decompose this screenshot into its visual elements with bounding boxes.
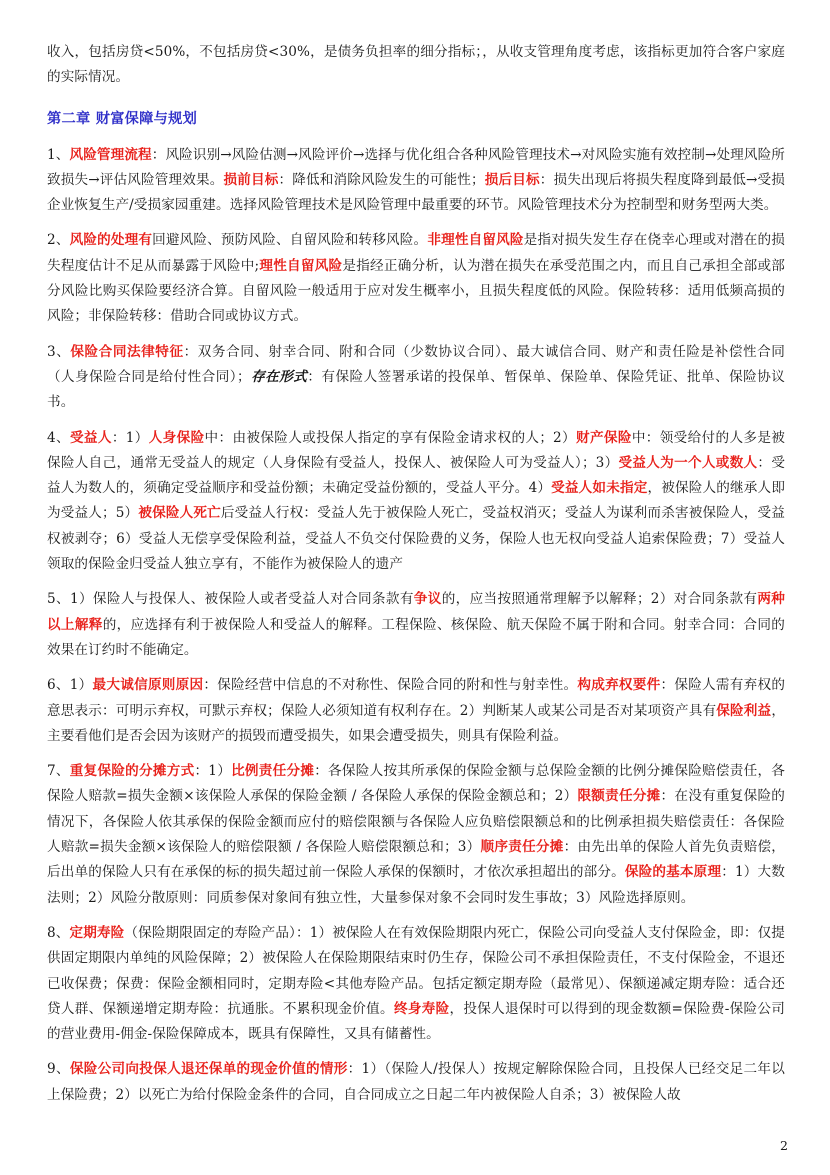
paragraph-p8 <box>47 921 785 1047</box>
p5-emphasis-1: 争议 <box>413 591 442 608</box>
p3-emphasis-1: 保险合同法律特征 <box>70 343 184 360</box>
p7-text-4: ：各保险人按其所承保的保险金额与总保险金额的比例分摊保险赔偿责任，各保险人赔款=损失金额×该保险人承保的保险金额 / 各保险人承保的保险金额总和；2） <box>47 763 785 805</box>
p9-emphasis-1: 保险公司向投保人退还保单的现金价值的情形 <box>69 1061 348 1078</box>
chapter-heading: 第二章 财富保障与规划 <box>47 110 198 127</box>
p8-emphasis-1: 定期寿险 <box>69 924 125 941</box>
p4-emphasis-9: 受益人如未指定 <box>551 480 648 497</box>
p4-text-4: 中：由被保险人或投保人指定的享有保险金请求权的人；2） <box>204 429 576 446</box>
p5-text-2: 的，应当按照通常理解予以解释；2）对合同条款有 <box>441 591 758 608</box>
p4-emphasis-3: 人身保险 <box>148 429 205 446</box>
p8-text-4: ，投保人退保时可以得到的现金数额=保险费-保险公司的营业费用-佣金-保险保障成本，既具有保障性，又具有储蓄性。 <box>47 1000 785 1043</box>
p6-emphasis-5: 保险利益 <box>716 702 772 719</box>
paragraph-p1 <box>47 143 785 219</box>
p7-text-0: 7、 <box>47 763 70 780</box>
paragraph-p5 <box>47 587 785 663</box>
p2-text-6: 是指经正确分析，认为潜在损失在承受范围之内，而且自己承担全部或部分风险比购买保险要经济合算。自留风险一般适用于应对发生概率小，且损失程度低的风险。保险转移：适用低频高损的风险；非保险转移：借助合同或协议方式。 <box>47 257 785 325</box>
p9-text-0: 9、 <box>47 1061 70 1078</box>
p3-text-4: ：有保险人签署承诺的投保单、暂保单、保险单、保险凭证、批单、保险协议书。 <box>47 368 785 411</box>
page-content <box>47 40 785 1108</box>
p1-text-4: ：降低和消除风险发生的可能性； <box>278 171 485 188</box>
p6-text-6: ，主要看他们是否会因为该财产的损毁而遭受损失，如果会遭受损失，则具有保险利益。 <box>47 702 786 744</box>
p1-emphasis-3: 损前目标 <box>223 171 279 188</box>
p4-text-0: 4、 <box>47 429 70 446</box>
p2-emphasis-5: 理性自留风险 <box>259 257 343 274</box>
intro-text-0: 收入，包括房贷<50%，不包括房贷<30%，是债务负担率的细分指标；，从收支管理角度考虑，该指标更加符合客户家庭的实际情况。 <box>47 44 785 86</box>
p3-text-0: 3、 <box>47 343 71 360</box>
p4-text-12: 后受益人行权：受益人先于被保险人死亡，受益权消灭；受益人为谋利而杀害被保险人，受益权被剥夺；6）受益人无偿享受保险利益，受益人不负交付保险费的义务，保险人也无权向受益人追索保险费；7）受益人领取的保险金归受益人独立享有，不能作为被保险人的遗产 <box>47 505 785 573</box>
p2-text-0: 2、 <box>47 232 70 249</box>
p6-text-4: ：保险人需有弃权的意思表示：可明示弃权，可默示弃权；保险人必须知道有权利存在。2）判断某人或某公司是否对某项资产具有 <box>47 677 786 719</box>
p1-text-6: ：损失出现后将损失程度降到最低→受损企业恢复生产/受损家园重建。选择风险管理技术是风险管理中最重要的环节。风险管理技术分为控制型和财务型两大类。 <box>47 171 785 214</box>
p6-text-0: 6、1） <box>47 677 93 694</box>
p7-emphasis-9: 保险的基本原理 <box>624 864 722 881</box>
p4-text-10: ，被保险人的继承人即为受益人；5） <box>47 480 786 522</box>
paragraph-p7 <box>47 759 785 911</box>
intro-paragraph <box>47 40 785 91</box>
paragraph-p4 <box>47 426 785 578</box>
p4-emphasis-7: 受益人为一个人或数人 <box>618 454 758 471</box>
p8-text-2: （保险期限固定的寿险产品）：1）被保险人在有效保险期限内死亡，保险公司向受益人支付保险金，即：仅提供固定期限内单纯的风险保障；2）被保险人在保险期限结束时仍生存，保险公司不承担保险责任，不支付保险金，不退还已收保费；保费：保险金额相同时，定期寿险<其他寿险产品。包括定额定期寿险（最常见）、保额递减定期寿险：适合还贷人群、保额递增定期寿险：抗通胀。不累积现金价值。 <box>47 924 785 1017</box>
p1-emphasis-5: 损后目标 <box>484 171 540 188</box>
p6-text-2: ：保险经营中信息的不对称性、保险合同的附和性与射幸性。 <box>203 677 578 694</box>
p8-text-0: 8、 <box>47 924 70 941</box>
p7-emphasis-7: 顺序责任分摊 <box>480 839 564 856</box>
p4-emphasis-1: 受益人 <box>69 429 112 446</box>
p7-text-6: ：在没有重复保险的情况下，各保险人依其承保的保险金额而应付的赔偿限额与各保险人应负赔偿限额总和的比例承担损失赔偿责任：各保险人赔款=损失金额×该保险人的赔偿限额 / 各保险人赔偿限额总和；3） <box>47 788 785 856</box>
p6-emphasis-1: 最大诚信原则原因 <box>92 677 204 694</box>
p4-text-8: ：受益人为数人的，须确定受益顺序和受益份额；未确定受益份额的，受益人平分。4） <box>47 454 786 497</box>
paragraph-p6 <box>47 673 785 749</box>
p8-emphasis-3: 终身寿险 <box>393 1000 450 1017</box>
p1-text-2: ：风险识别→风险估测→风险评价→选择与优化组合各种风险管理技术→对风险实施有效控制→处理风险所致损失→评估风险管理效果。 <box>47 146 785 188</box>
p7-emphasis-1: 重复保险的分摊方式 <box>69 763 195 780</box>
p5-emphasis-3: 两种以上解释 <box>47 591 786 633</box>
p4-emphasis-5: 财产保险 <box>576 429 632 446</box>
p2-emphasis-1: 风险的处理有 <box>69 232 153 249</box>
p2-text-4: 是指对损失发生存在侥幸心理或对潜在的损失程度估计不足从而暴露于风险中; <box>47 232 785 274</box>
p6-emphasis-3: 构成弃权要件 <box>577 677 661 694</box>
p1-text-0: 1、 <box>47 146 70 163</box>
p7-emphasis-3: 比例责任分摊 <box>231 763 315 780</box>
p3-text-2: ：双务合同、射幸合同、附和合同（少数协议合同）、最大诚信合同、财产和责任险是补偿性合同（人身保险合同是给付性合同）； <box>47 343 785 385</box>
p9-text-2: ：1）（保险人/投保人）按规定解除保险合同，且投保人已经交足二年以上保险费；2）以死亡为给付保险金条件的合同，自合同成立之日起二年内被保险人自杀；3）被保险人故 <box>47 1061 785 1103</box>
p7-text-8: ：由先出单的保险人首先负责赔偿，后出单的保险人只有在承保的标的损失超过前一保险人承保的保额时，才依次承担超出的部分。 <box>47 839 785 881</box>
p5-text-0: 5、1）保险人与投保人、被保险人或者受益人对合同条款有 <box>47 591 414 608</box>
p4-emphasis-11: 被保险人死亡 <box>138 505 221 522</box>
p7-text-10: ：1）大数法则；2）风险分散原则：同质参保对象间有独立性，大量参保对象不会同时发生事故；3）风险选择原则。 <box>47 864 786 906</box>
p5-text-4: 的，应选择有利于被保险人和受益人的解释。工程保险、核保险、航天保险不属于附和合同。射幸合同：合同的效果在订约时不能确定。 <box>47 616 785 658</box>
p7-text-2: ：1） <box>194 763 232 780</box>
p4-text-2: ：1） <box>111 429 149 446</box>
paragraph-p9 <box>47 1057 785 1108</box>
p4-text-6: 中：领受给付的人多是被保险人自己，通常无受益人的规定（人身保险有受益人，投保人、被保险人可为受益人）；3） <box>47 429 786 471</box>
p2-emphasis-3: 非理性自留风险 <box>427 232 524 249</box>
p3-bold-italic-3: 存在形式 <box>250 368 308 385</box>
paragraph-p2 <box>47 228 785 329</box>
p2-text-2: 回避风险、预防风险、自留风险和转移风险。 <box>152 232 428 249</box>
p1-emphasis-1: 风险管理流程 <box>69 146 152 163</box>
page-number: 2 <box>780 1138 788 1153</box>
paragraph-list <box>47 143 785 1108</box>
p7-emphasis-5: 限额责任分摊 <box>577 788 661 805</box>
paragraph-p3 <box>47 340 785 416</box>
